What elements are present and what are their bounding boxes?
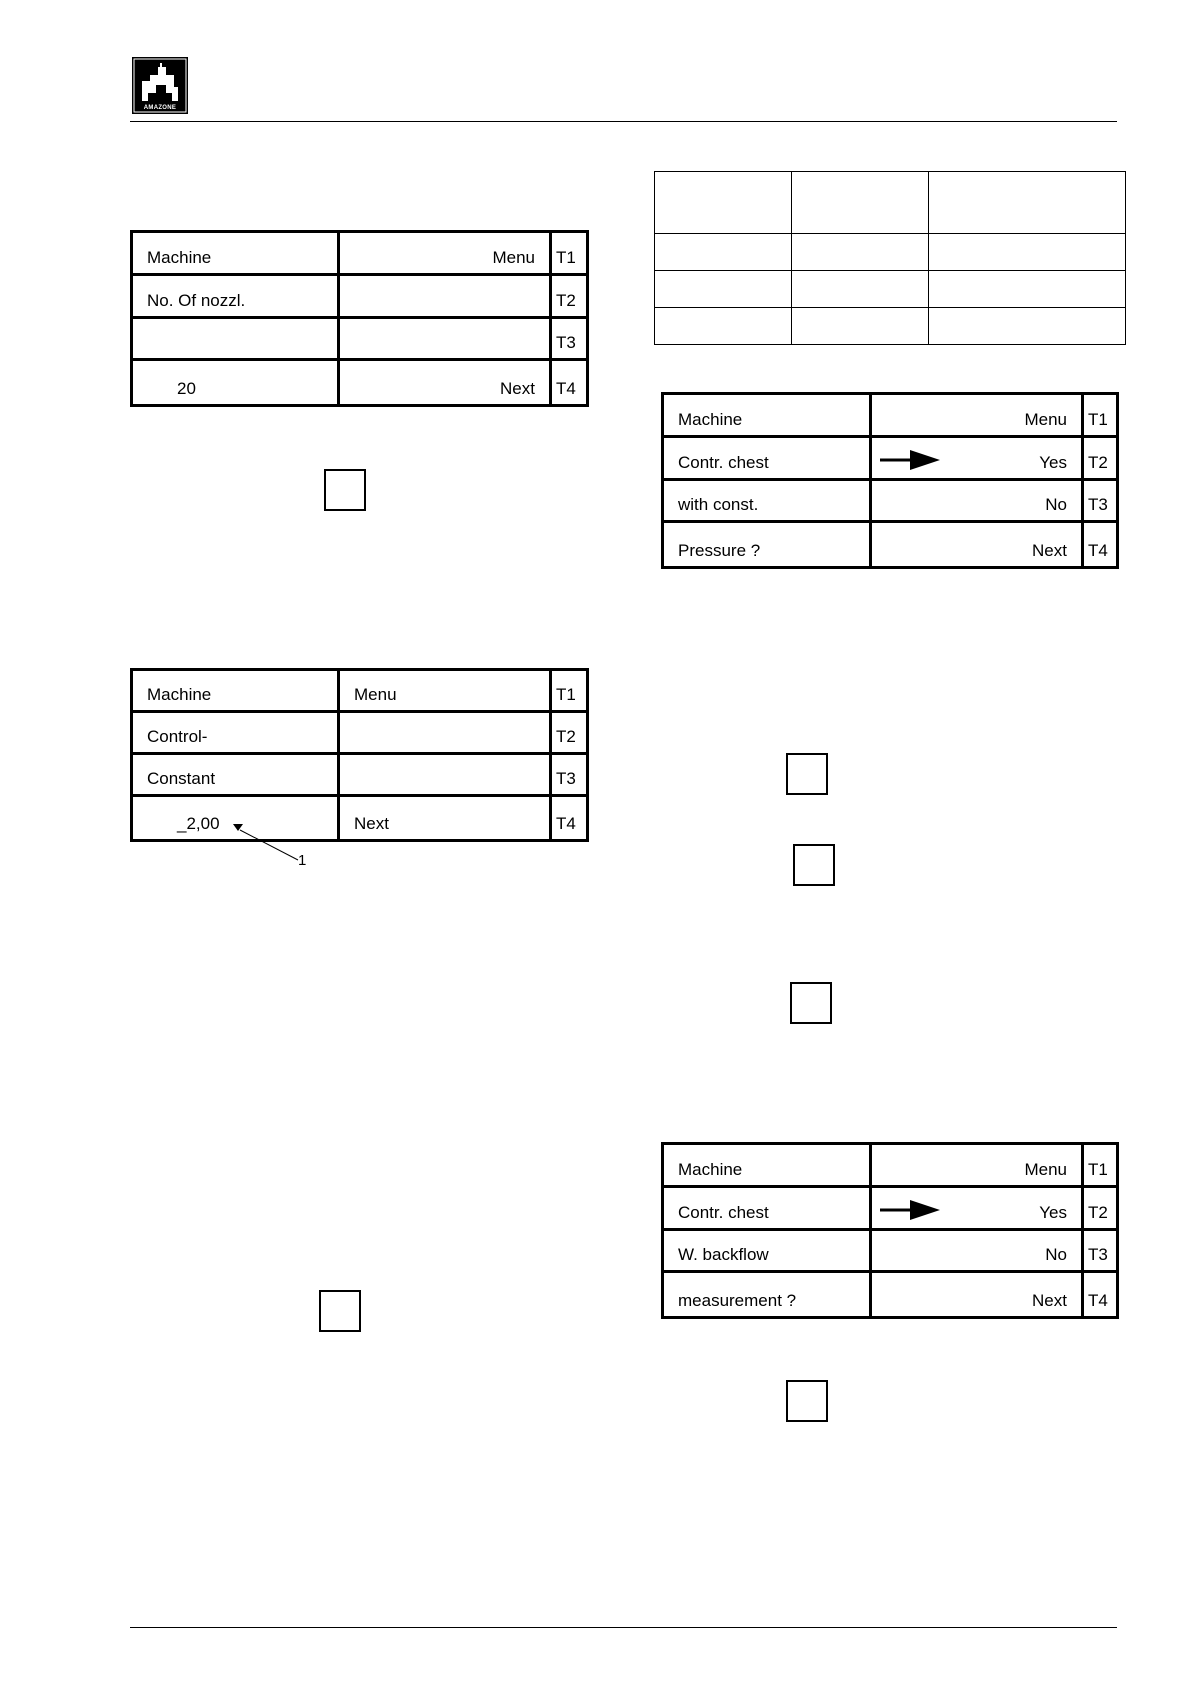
checkbox[interactable] bbox=[786, 753, 828, 795]
panel-label: measurement ? bbox=[664, 1273, 872, 1316]
display-panel-const-pressure bbox=[661, 392, 1119, 569]
key-t3[interactable]: T3 bbox=[1084, 481, 1116, 524]
no-option[interactable]: No bbox=[872, 1231, 1084, 1274]
panel-label: Contr. chest bbox=[664, 1188, 872, 1231]
key-t1[interactable]: T1 bbox=[1084, 1145, 1116, 1188]
table-cell bbox=[929, 172, 1126, 234]
panel-label: No. Of nozzl. bbox=[133, 276, 340, 319]
key-t2[interactable]: T2 bbox=[1084, 1188, 1116, 1231]
header-rule bbox=[130, 121, 1117, 122]
checkbox[interactable] bbox=[786, 1380, 828, 1422]
checkbox[interactable] bbox=[319, 1290, 361, 1332]
panel-label: Pressure ? bbox=[664, 523, 872, 566]
key-t2[interactable]: T2 bbox=[552, 276, 586, 319]
panel-label: Machine bbox=[133, 671, 340, 713]
key-t4[interactable]: T4 bbox=[556, 814, 576, 833]
table-cell bbox=[792, 271, 929, 308]
next-button[interactable]: Next bbox=[340, 361, 552, 404]
panel-value bbox=[340, 276, 552, 319]
panel-label: Machine bbox=[133, 233, 340, 276]
table-cell bbox=[929, 308, 1126, 345]
control-constant-value[interactable]: _2,00 bbox=[133, 797, 340, 839]
amazone-logo bbox=[132, 57, 188, 114]
panel-label: W. backflow bbox=[664, 1231, 872, 1274]
menu-button[interactable]: Menu bbox=[340, 671, 552, 713]
table-cell bbox=[929, 271, 1126, 308]
panel-label bbox=[133, 319, 340, 362]
panel-label: Machine bbox=[664, 1145, 872, 1188]
yes-option[interactable] bbox=[872, 438, 1084, 481]
table-cell bbox=[792, 234, 929, 271]
logo-text: AMAZONE bbox=[143, 105, 177, 111]
key-t1[interactable]: T1 bbox=[552, 671, 586, 713]
footer-rule bbox=[130, 1627, 1117, 1628]
key-t2[interactable]: T2 bbox=[1084, 438, 1116, 481]
display-panel-backflow bbox=[661, 1142, 1119, 1319]
checkbox[interactable] bbox=[324, 469, 366, 511]
display-panel-nozzles bbox=[130, 230, 589, 407]
callout-number: 1 bbox=[298, 852, 307, 869]
key-t1[interactable]: T1 bbox=[1084, 395, 1116, 438]
menu-button[interactable]: Menu bbox=[340, 233, 552, 276]
arrow-right-icon bbox=[880, 449, 940, 471]
key-t4[interactable]: T4 bbox=[1088, 541, 1108, 560]
checkbox[interactable] bbox=[790, 982, 832, 1024]
table-cell bbox=[655, 308, 792, 345]
key-t3[interactable]: T3 bbox=[1084, 1231, 1116, 1274]
key-t2[interactable]: T2 bbox=[552, 713, 586, 755]
next-button[interactable]: Next bbox=[340, 797, 552, 839]
next-button[interactable]: Next bbox=[872, 1273, 1084, 1316]
nozzle-count-value[interactable]: 20 bbox=[133, 361, 340, 404]
panel-label: with const. bbox=[664, 481, 872, 524]
table-cell bbox=[655, 172, 792, 234]
table-cell bbox=[792, 172, 929, 234]
next-button[interactable]: Next bbox=[872, 523, 1084, 566]
arrow-right-icon bbox=[880, 1199, 940, 1221]
table-cell bbox=[792, 308, 929, 345]
panel-label: Constant bbox=[133, 755, 340, 797]
panel-label: Machine bbox=[664, 395, 872, 438]
menu-button[interactable]: Menu bbox=[872, 395, 1084, 438]
menu-button[interactable]: Menu bbox=[872, 1145, 1084, 1188]
empty-table bbox=[654, 171, 1126, 345]
panel-value bbox=[340, 755, 552, 797]
table-cell bbox=[655, 234, 792, 271]
key-t4[interactable]: T4 bbox=[1088, 1291, 1108, 1310]
panel-label: Contr. chest bbox=[664, 438, 872, 481]
key-t3[interactable]: T3 bbox=[552, 319, 586, 362]
yes-option[interactable] bbox=[872, 1188, 1084, 1231]
display-panel-control-constant bbox=[130, 668, 589, 842]
panel-value bbox=[340, 319, 552, 362]
key-t3[interactable]: T3 bbox=[552, 755, 586, 797]
panel-label: Control- bbox=[133, 713, 340, 755]
table-cell bbox=[655, 271, 792, 308]
table-cell bbox=[929, 234, 1126, 271]
no-option[interactable]: No bbox=[872, 481, 1084, 524]
key-t1[interactable]: T1 bbox=[552, 233, 586, 276]
yes-label: Yes bbox=[1039, 1202, 1067, 1222]
panel-value bbox=[340, 713, 552, 755]
key-t4[interactable]: T4 bbox=[556, 379, 576, 398]
checkbox[interactable] bbox=[793, 844, 835, 886]
yes-label: Yes bbox=[1039, 452, 1067, 472]
